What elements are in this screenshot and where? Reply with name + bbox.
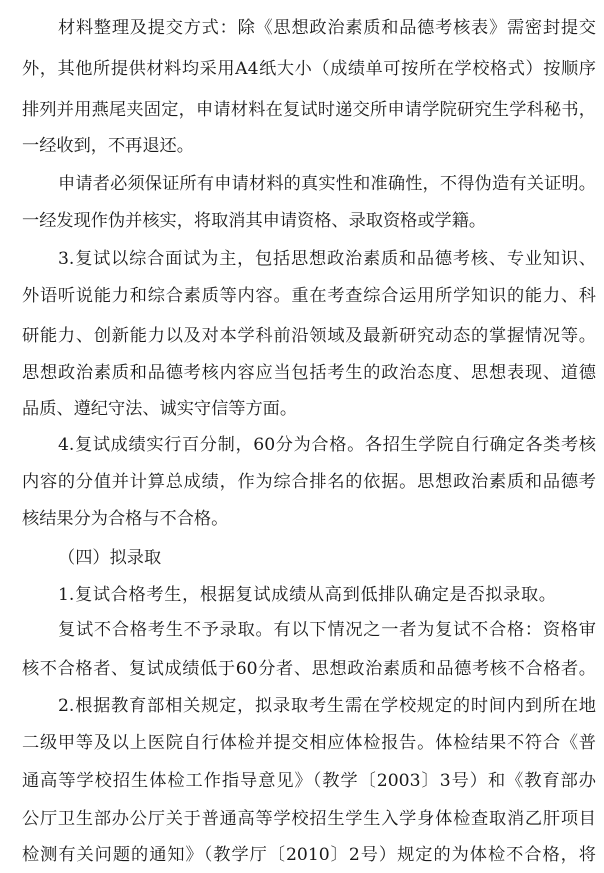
text-line: 2.根据教育部相关规定，拟录取考生需在学校规定的时间内到所在地 [58, 696, 596, 716]
text-line: 思想政治素质和品德考核内容应当包括考生的政治态度、思想表现、道德 [22, 363, 596, 383]
text-line: 通高等学校招生体检工作指导意见》（教学〔2003〕3号）和《教育部办 [22, 771, 596, 791]
text-line: 一经收到，不再退还。 [22, 136, 194, 156]
text-line: 1.复试合格考生，根据复试成绩从高到低排队确定是否拟录取。 [58, 585, 556, 605]
text-line: 品质、遵纪守法、诚实守信等方面。 [22, 399, 298, 419]
text-line: 外语听说能力和综合素质等内容。重在考查综合运用所学知识的能力、科 [22, 286, 596, 306]
text-line: 公厅卫生部办公厅关于普通高等学校招生学生入学身体检查取消乙肝项目 [22, 809, 596, 829]
text-line: 核不合格者、复试成绩低于60分者、思想政治素质和品德考核不合格者。 [22, 659, 596, 679]
text-line: 4.复试成绩实行百分制，60分为合格。各招生学院自行确定各类考核 [58, 435, 596, 455]
text-line: 复试不合格考生不予录取。有以下情况之一者为复试不合格：资格审 [58, 620, 596, 640]
text-line: 一经发现作伪并核实，将取消其申请资格、录取资格或学籍。 [22, 211, 487, 231]
text-line: 二级甲等及以上医院自行体检并提交相应体检报告。体检结果不符合《普 [22, 733, 596, 753]
text-line: 核结果分为合格与不合格。 [22, 509, 229, 529]
text-line: 内容的分值并计算总成绩，作为综合排名的依据。思想政治素质和品德考 [22, 472, 596, 492]
text-line: 材料整理及提交方式：除《思想政治素质和品德考核表》需密封提交 [58, 18, 596, 38]
text-line: 外，其他所提供材料均采用A4纸大小（成绩单可按所在学校格式）按顺序 [22, 59, 596, 79]
text-line: 申请者必须保证所有申请材料的真实性和准确性，不得伪造有关证明。 [58, 174, 596, 194]
text-line: 排列并用燕尾夹固定，申请材料在复试时递交所申请学院研究生学科秘书， [22, 100, 596, 120]
text-line: 检测有关问题的通知》（教学厅〔2010〕2号）规定的为体检不合格，将 [22, 845, 596, 865]
section-heading: （四）拟录取 [58, 548, 162, 568]
text-line: 研能力、创新能力以及对本学科前沿领域及最新研究动态的掌握情况等。 [22, 326, 596, 346]
text-line: 3.复试以综合面试为主，包括思想政治素质和品德考核、专业知识、 [58, 249, 596, 269]
